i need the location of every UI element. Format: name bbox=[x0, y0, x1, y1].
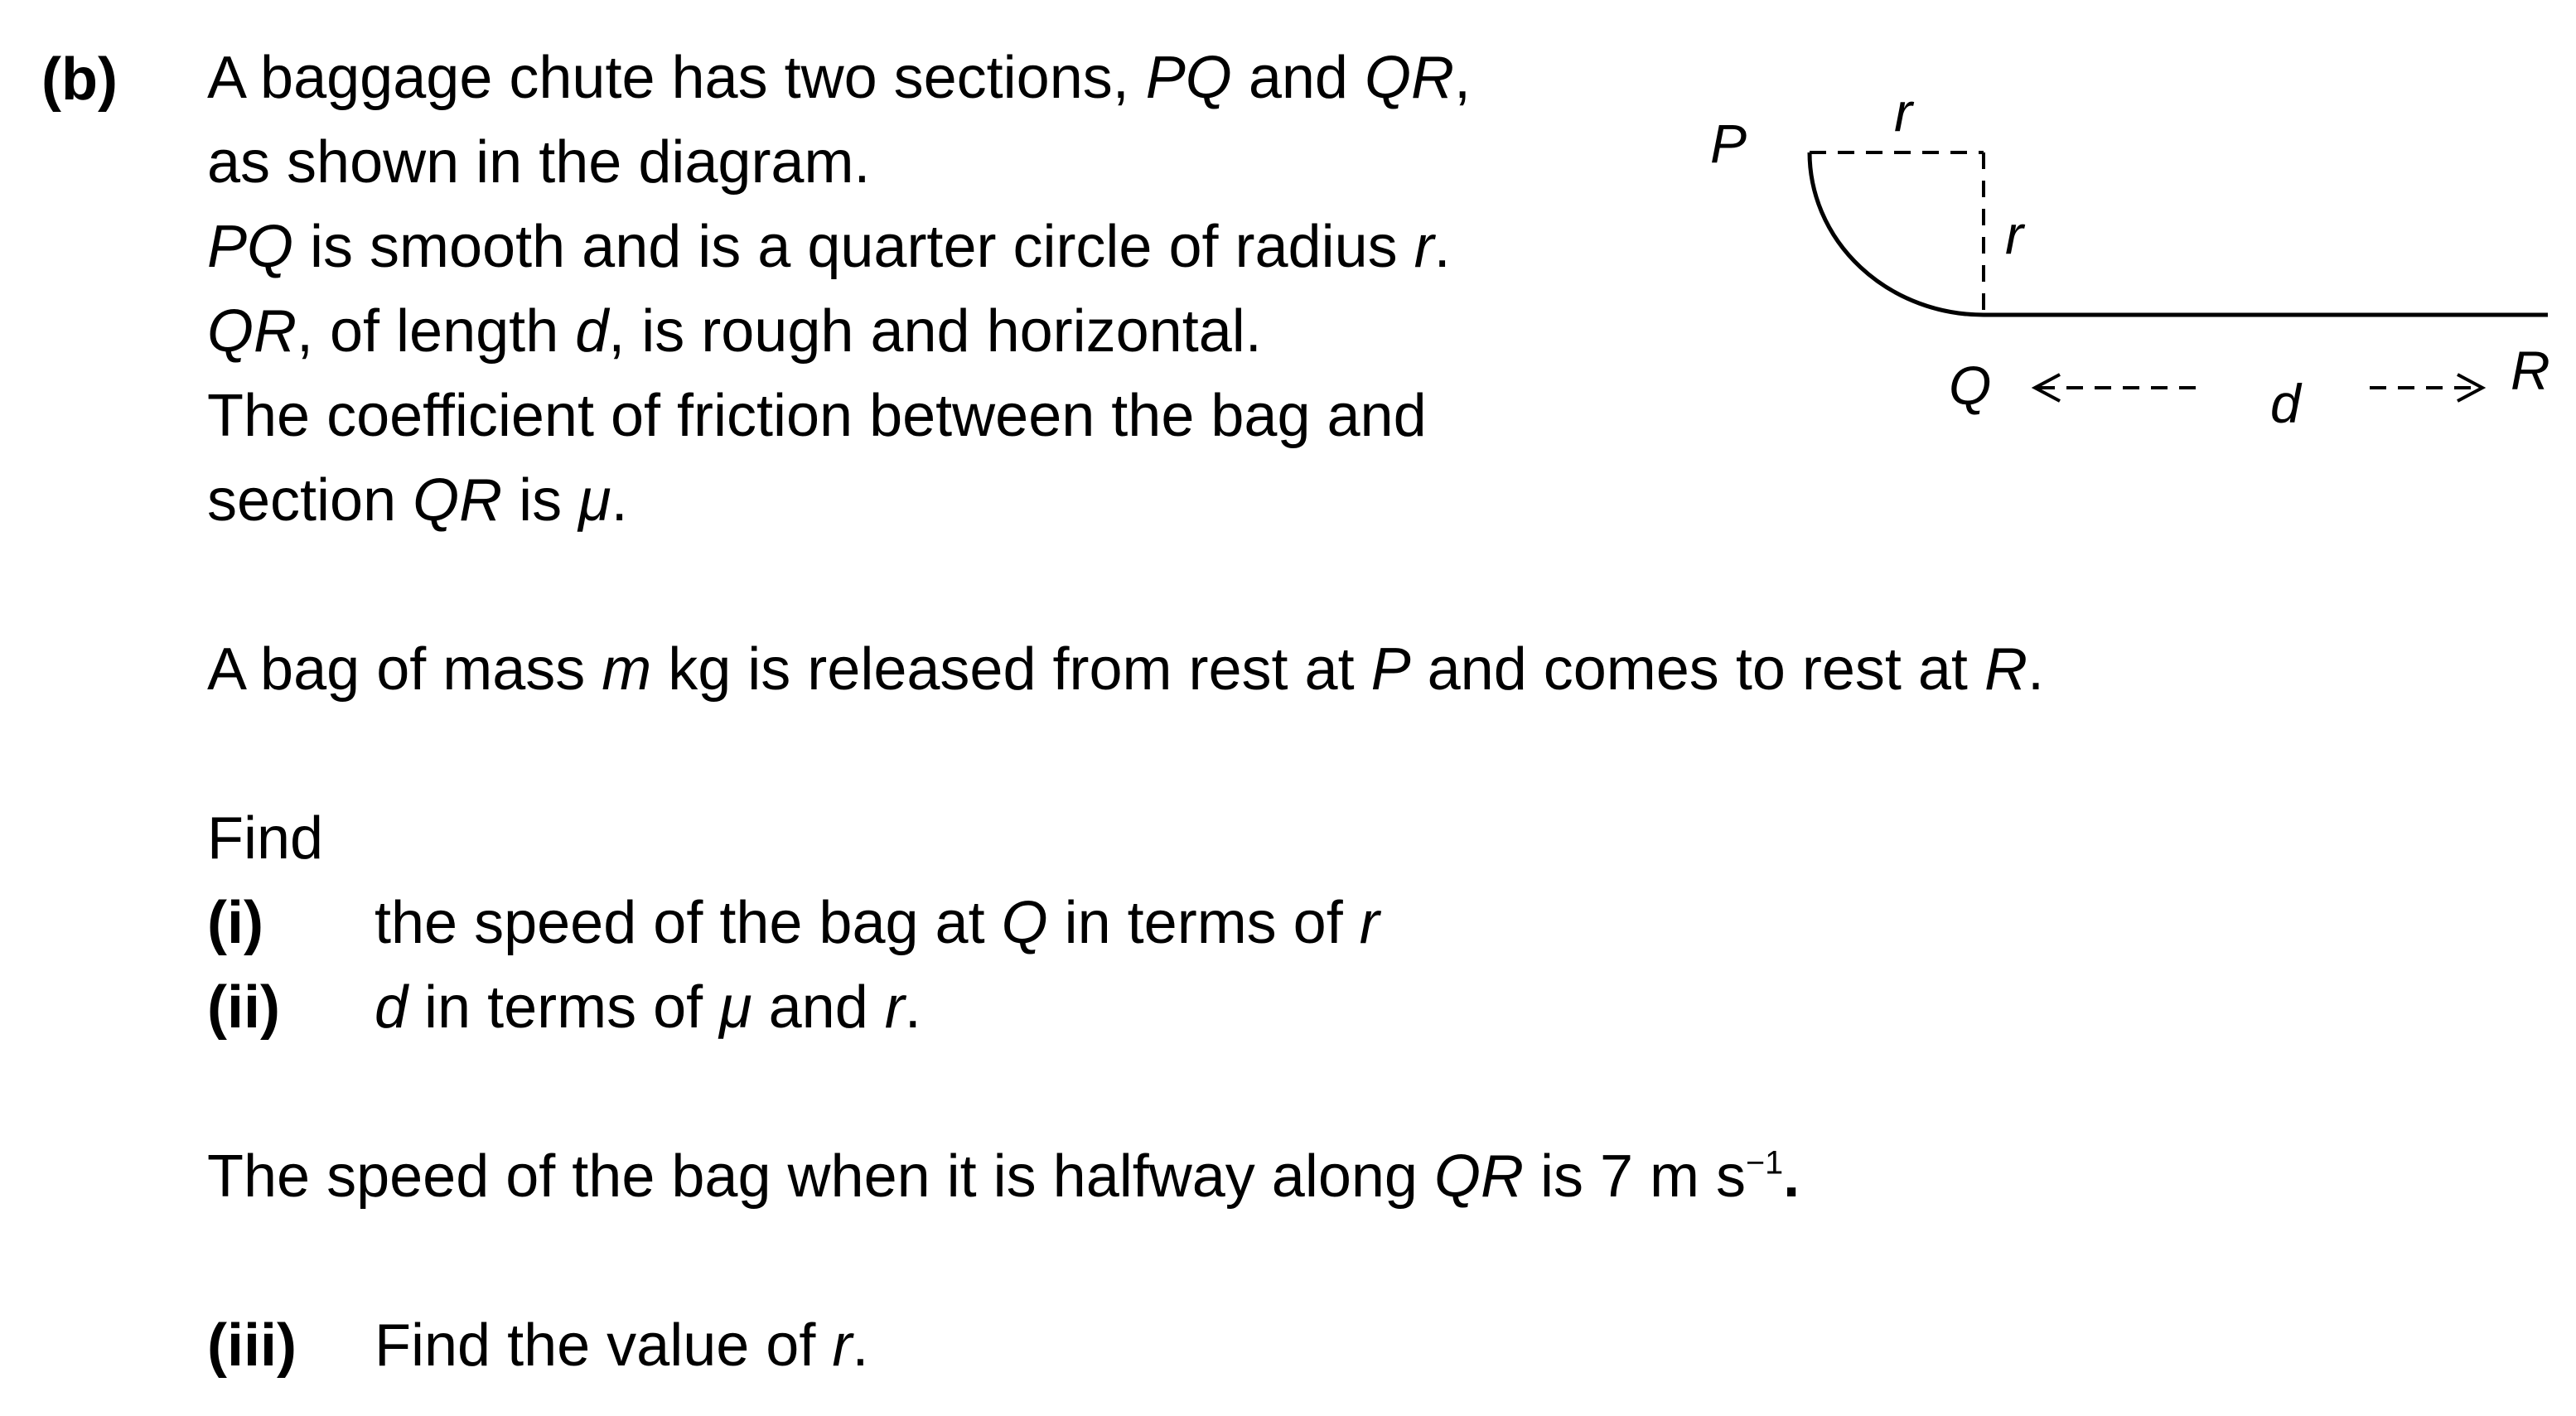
release-statement bbox=[207, 636, 2044, 703]
symbol-r: r bbox=[832, 1312, 853, 1379]
symbol-p: P bbox=[1370, 636, 1411, 703]
symbol-pq: PQ bbox=[1145, 45, 1232, 111]
label-d: d bbox=[2270, 373, 2301, 434]
intro-text: , bbox=[1453, 45, 1471, 111]
intro-line-1 bbox=[207, 45, 1471, 111]
part-text: . bbox=[852, 1312, 869, 1379]
part-text: Find the value of bbox=[375, 1312, 833, 1379]
release-text: A bag of mass bbox=[207, 636, 602, 703]
intro-text: section bbox=[207, 467, 413, 534]
part-i-text bbox=[375, 890, 1380, 956]
release-text: kg is released from rest at bbox=[651, 636, 1371, 703]
intro-line-5: The coefficient of friction between the bag and bbox=[207, 383, 1427, 449]
symbol-q: Q bbox=[1001, 890, 1048, 956]
part-ii-label: (ii) bbox=[207, 974, 280, 1041]
intro-text: is bbox=[502, 467, 579, 534]
part-text: and bbox=[752, 974, 885, 1041]
label-r-side: r bbox=[2005, 204, 2023, 265]
part-text: the speed of the bag at bbox=[375, 890, 1002, 956]
part-text: . bbox=[904, 974, 921, 1041]
label-r-end: R bbox=[2511, 340, 2550, 401]
part-iii-text bbox=[375, 1312, 869, 1379]
symbol-qr: QR bbox=[413, 467, 503, 534]
speed-text: is 7 m s bbox=[1523, 1143, 1746, 1210]
label-p: P bbox=[1710, 113, 1747, 174]
symbol-mu: μ bbox=[578, 467, 611, 534]
symbol-m: m bbox=[602, 636, 652, 703]
part-iii-label: (iii) bbox=[207, 1312, 297, 1379]
speed-text: The speed of the bag when it is halfway along bbox=[207, 1143, 1434, 1210]
release-text: and comes to rest at bbox=[1410, 636, 1984, 703]
intro-line-6 bbox=[207, 467, 628, 534]
part-label-b: (b) bbox=[41, 46, 118, 113]
intro-text: , is rough and horizontal. bbox=[608, 298, 1262, 365]
symbol-qr: QR bbox=[207, 298, 297, 365]
intro-text: A baggage chute has two sections, bbox=[207, 45, 1146, 111]
symbol-r: r bbox=[884, 974, 905, 1041]
speed-text: . bbox=[1783, 1143, 1800, 1210]
intro-line-4 bbox=[207, 298, 1262, 365]
label-q: Q bbox=[1949, 355, 1992, 416]
intro-text: . bbox=[611, 467, 628, 534]
symbol-qr: QR bbox=[1433, 1143, 1524, 1210]
symbol-r-point: R bbox=[1984, 636, 2027, 703]
intro-text: is smooth and is a quarter circle of radius bbox=[293, 214, 1414, 280]
part-i-label: (i) bbox=[207, 890, 263, 956]
find-label: Find bbox=[207, 805, 324, 872]
symbol-pq: PQ bbox=[207, 214, 294, 280]
symbol-qr: QR bbox=[1364, 45, 1454, 111]
symbol-r: r bbox=[1414, 214, 1434, 280]
part-text: in terms of bbox=[1047, 890, 1360, 956]
part-ii-text bbox=[375, 974, 921, 1041]
symbol-d: d bbox=[375, 974, 408, 1041]
quarter-circle-pq bbox=[1810, 152, 1984, 315]
label-r-top: r bbox=[1894, 81, 1912, 143]
intro-line-3 bbox=[207, 214, 1451, 280]
symbol-mu: μ bbox=[719, 974, 752, 1041]
speed-exponent: −1 bbox=[1746, 1144, 1784, 1182]
part-text: in terms of bbox=[408, 974, 720, 1041]
symbol-d: d bbox=[575, 298, 609, 365]
intro-text: , of length bbox=[297, 298, 576, 365]
release-text: . bbox=[2027, 636, 2044, 703]
intro-line-2: as shown in the diagram. bbox=[207, 129, 871, 196]
intro-text: . bbox=[1433, 214, 1451, 280]
speed-statement bbox=[207, 1143, 1800, 1210]
intro-text: and bbox=[1231, 45, 1365, 111]
symbol-r: r bbox=[1359, 890, 1380, 956]
